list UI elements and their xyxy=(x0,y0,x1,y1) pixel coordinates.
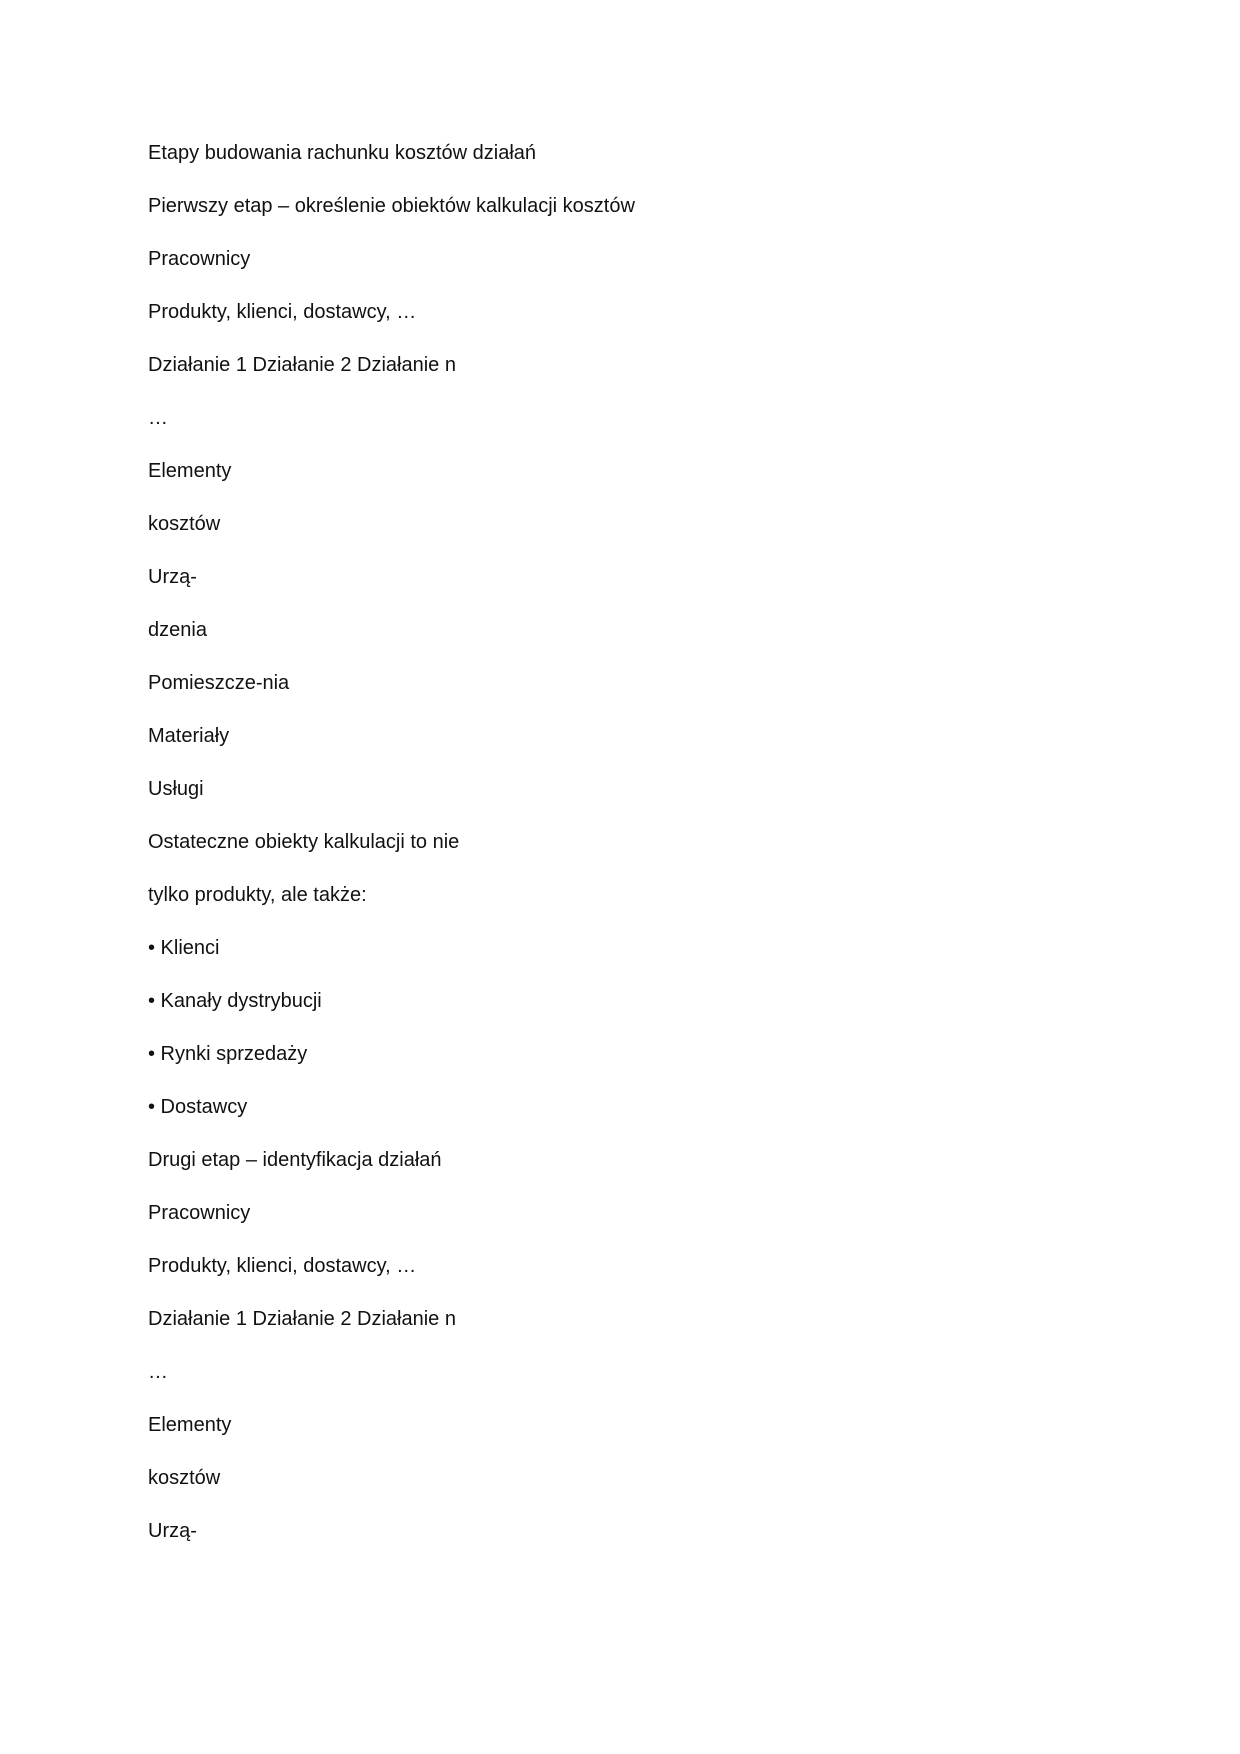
text-line: Urzą- xyxy=(148,1520,197,1542)
text-line: … xyxy=(148,1361,168,1383)
text-line: Pracownicy xyxy=(148,248,251,270)
text-line: Produkty, klienci, dostawcy, … xyxy=(148,301,417,323)
text-line: Pracownicy xyxy=(148,1202,251,1224)
text-line: kosztów xyxy=(148,513,221,535)
text-line: tylko produkty, ale także: xyxy=(148,884,367,906)
text-line: Pomieszcze-nia xyxy=(148,672,290,694)
text-line: Produkty, klienci, dostawcy, … xyxy=(148,1255,417,1277)
text-line: Usługi xyxy=(148,778,204,800)
text-line: Działanie 1 Działanie 2 Działanie n xyxy=(148,1308,456,1330)
text-line: … xyxy=(148,407,168,429)
bullet-item: • Kanały dystrybucji xyxy=(148,990,322,1012)
section-heading-stage-2: Drugi etap – identyfikacja działań xyxy=(148,1149,442,1171)
text-line: Działanie 1 Działanie 2 Działanie n xyxy=(148,354,456,376)
text-line: Ostateczne obiekty kalkulacji to nie xyxy=(148,831,460,853)
text-line: dzenia xyxy=(148,619,207,641)
section-heading-stage-1: Pierwszy etap – określenie obiektów kalkulacji kosztów xyxy=(148,195,635,217)
text-line: kosztów xyxy=(148,1467,221,1489)
text-line: Elementy xyxy=(148,1414,232,1436)
text-line: Elementy xyxy=(148,460,232,482)
text-line: Materiały xyxy=(148,725,230,747)
bullet-item: • Dostawcy xyxy=(148,1096,248,1118)
document-title: Etapy budowania rachunku kosztów działań xyxy=(148,142,537,164)
bullet-item: • Klienci xyxy=(148,937,220,959)
bullet-item: • Rynki sprzedaży xyxy=(148,1043,308,1065)
text-line: Urzą- xyxy=(148,566,197,588)
document-body xyxy=(148,141,1148,1572)
